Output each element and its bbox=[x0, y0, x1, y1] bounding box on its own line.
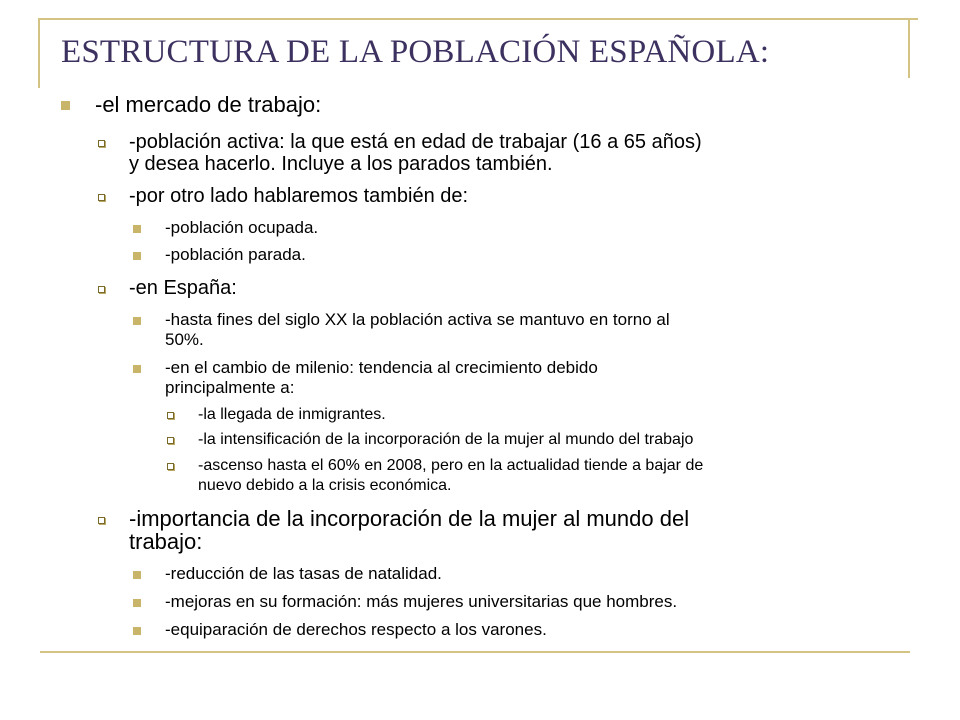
hollow-square-bullet-icon bbox=[167, 463, 174, 470]
square-bullet-icon bbox=[61, 101, 70, 110]
hollow-square-bullet-icon bbox=[98, 140, 105, 147]
hollow-square-bullet-icon bbox=[98, 517, 105, 524]
list-item: -población parada. bbox=[165, 245, 306, 264]
square-bullet-icon bbox=[133, 365, 141, 373]
square-bullet-icon bbox=[133, 317, 141, 325]
hollow-square-bullet-icon bbox=[98, 194, 105, 201]
list-item: -mejoras en su formación: más mujeres universitarias que hombres. bbox=[165, 592, 678, 611]
list-item: -población ocupada. bbox=[165, 218, 319, 237]
list-item: -equiparación de derechos respecto a los varones. bbox=[165, 620, 547, 639]
list-item: -la intensificación de la incorporación de la mujer al mundo del trabajo bbox=[198, 431, 694, 448]
list-item: -por otro lado hablaremos también de: bbox=[129, 185, 469, 207]
list-item: -población activa: la que está en edad de trabajar (16 a 65 años) bbox=[129, 131, 702, 153]
list-item: -reducción de las tasas de natalidad. bbox=[165, 564, 442, 583]
list-item: -en España: bbox=[129, 277, 237, 299]
square-bullet-icon bbox=[133, 252, 141, 260]
slide-title: ESTRUCTURA DE LA POBLACIÓN ESPAÑOLA: bbox=[61, 34, 770, 70]
list-item: -el mercado de trabajo: bbox=[95, 92, 322, 117]
list-item-continuation: y desea hacerlo. Incluye a los parados también. bbox=[129, 153, 553, 175]
hollow-square-bullet-icon bbox=[167, 412, 174, 419]
square-bullet-icon bbox=[133, 571, 141, 579]
list-item: -ascenso hasta el 60% en 2008, pero en la actualidad tiende a bajar de bbox=[198, 457, 704, 474]
list-item: -importancia de la incorporación de la mujer al mundo del bbox=[129, 506, 690, 531]
hollow-square-bullet-icon bbox=[167, 437, 174, 444]
hollow-square-bullet-icon bbox=[98, 286, 105, 293]
list-item: -en el cambio de milenio: tendencia al crecimiento debido bbox=[165, 358, 598, 377]
list-item-continuation: nuevo debido a la crisis económica. bbox=[198, 477, 452, 494]
list-item-continuation: principalmente a: bbox=[165, 378, 295, 397]
list-item: -la llegada de inmigrantes. bbox=[198, 406, 386, 423]
list-item-continuation: 50%. bbox=[165, 330, 204, 349]
square-bullet-icon bbox=[133, 627, 141, 635]
list-item-continuation: trabajo: bbox=[129, 529, 203, 554]
square-bullet-icon bbox=[133, 225, 141, 233]
square-bullet-icon bbox=[133, 599, 141, 607]
list-item: -hasta fines del siglo XX la población activa se mantuvo en torno al bbox=[165, 310, 670, 329]
